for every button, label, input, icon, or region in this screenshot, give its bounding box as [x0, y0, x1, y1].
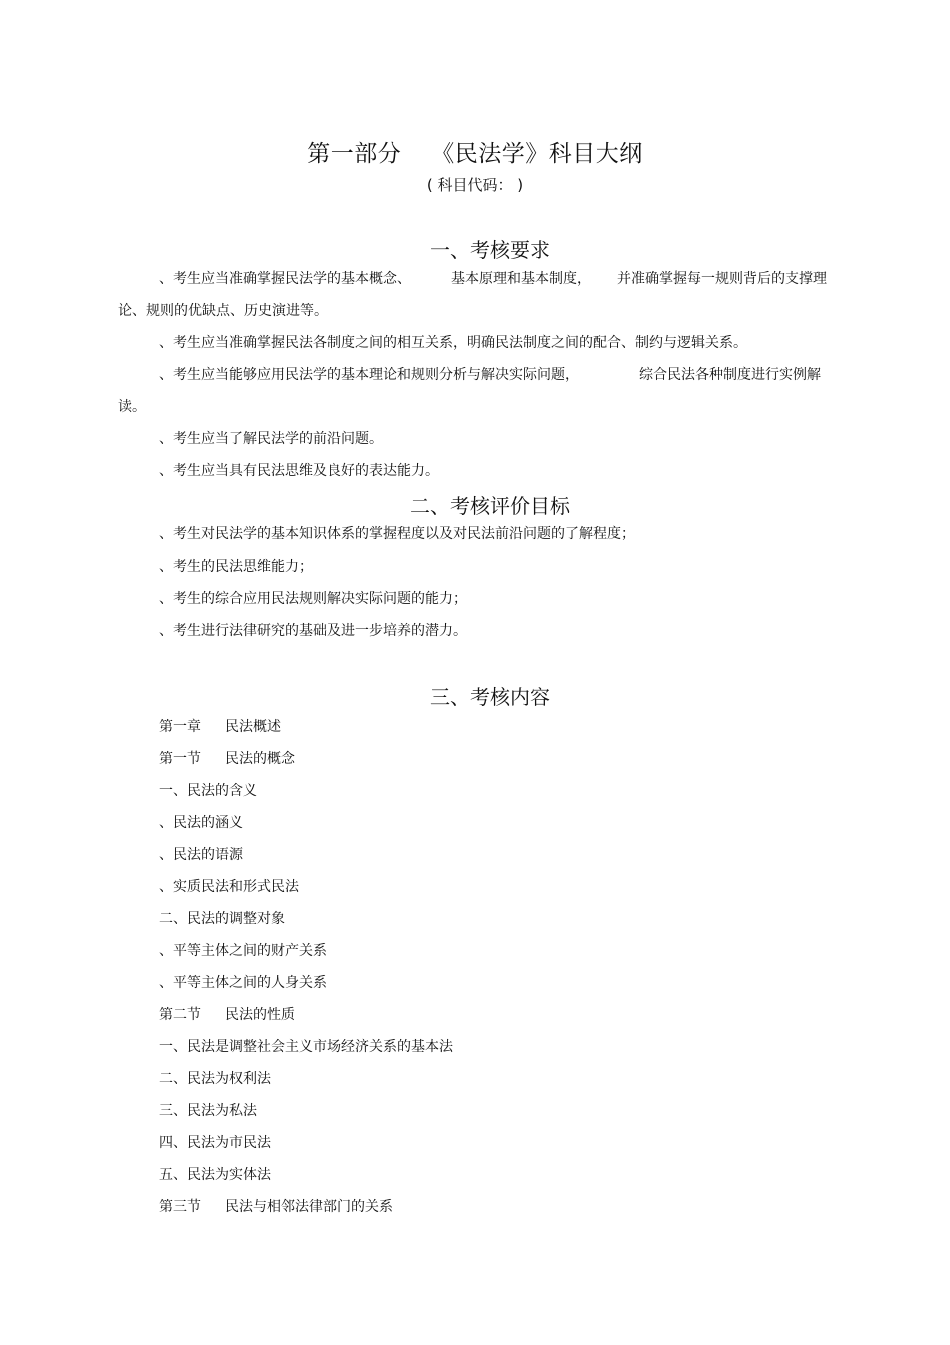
- goal-3: 、考生的综合应用民法规则解决实际问题的能力；: [159, 591, 467, 607]
- outline-line-title: 民法的概念: [225, 751, 295, 767]
- outline-line: [159, 748, 295, 768]
- outline-line-label: 第一节: [159, 751, 201, 767]
- outline-line: [159, 844, 243, 864]
- requirement-1-continued: 论、规则的优缺点、历史演进等。: [118, 303, 328, 319]
- section-1-heading: 一、考核要求: [430, 238, 550, 262]
- outline-line-title: 民法与相邻法律部门的关系: [225, 1199, 393, 1215]
- outline-line-label: 、实质民法和形式民法: [159, 879, 299, 895]
- requirement-3: 、考生应当能够应用民法学的基本理论和规则分析与解决实际问题， 综合民法各种制度进行实例解: [159, 367, 821, 383]
- outline-line: [159, 1164, 271, 1184]
- outline-line-label: 第二节: [159, 1007, 201, 1023]
- outline-line: [159, 812, 243, 832]
- outline-line: [159, 1004, 295, 1024]
- outline-line: [159, 780, 257, 800]
- outline-line: [159, 716, 281, 736]
- page-title: [0, 135, 950, 168]
- outline-line-label: 二、民法的调整对象: [159, 911, 285, 927]
- outline-line-label: 三、民法为私法: [159, 1103, 257, 1119]
- section-2-heading: 二、考核评价目标: [410, 494, 570, 518]
- outline-line: [159, 972, 327, 992]
- outline-line: [159, 940, 327, 960]
- outline-line: [159, 1036, 453, 1056]
- subject-code: ( 科目代码： ): [426, 176, 524, 194]
- outline-line: [159, 908, 285, 928]
- outline-line-label: 第三节: [159, 1199, 201, 1215]
- goal-2: 、考生的民法思维能力；: [159, 559, 313, 575]
- outline-line: [159, 1132, 271, 1152]
- requirement-4: 、考生应当了解民法学的前沿问题。: [159, 431, 383, 447]
- outline-line-label: 、平等主体之间的财产关系: [159, 943, 327, 959]
- title-part-2: 《民法学》科目大纲: [431, 141, 643, 167]
- outline-line-label: 、民法的语源: [159, 847, 243, 863]
- section-3-heading: 三、考核内容: [430, 685, 550, 709]
- outline-line: [159, 876, 299, 896]
- outline-line-label: 五、民法为实体法: [159, 1167, 271, 1183]
- outline-line-label: 第一章: [159, 719, 201, 735]
- requirement-1: 、考生应当准确掌握民法学的基本概念、 基本原理和基本制度， 并准确掌握每一规则背后的支撑理: [159, 271, 827, 287]
- outline-line-label: 二、民法为权利法: [159, 1071, 271, 1087]
- requirement-2: 、考生应当准确掌握民法各制度之间的相互关系，明确民法制度之间的配合、制约与逻辑关系。: [159, 335, 747, 351]
- outline-line-label: 四、民法为市民法: [159, 1135, 271, 1151]
- title-part-1: 第一部分: [307, 141, 402, 167]
- outline-line-label: 一、民法的含义: [159, 783, 257, 799]
- goal-1: 、考生对民法学的基本知识体系的掌握程度以及对民法前沿问题的了解程度；: [159, 526, 635, 542]
- outline-line-label: 、民法的涵义: [159, 815, 243, 831]
- outline-line-title: 民法的性质: [225, 1007, 295, 1023]
- outline-line-title: 民法概述: [225, 719, 281, 735]
- outline-line: [159, 1196, 393, 1216]
- outline-line: [159, 1068, 271, 1088]
- outline-line-label: 一、民法是调整社会主义市场经济关系的基本法: [159, 1039, 453, 1055]
- requirement-5: 、考生应当具有民法思维及良好的表达能力。: [159, 463, 439, 479]
- outline-line: [159, 1100, 257, 1120]
- goal-4: 、考生进行法律研究的基础及进一步培养的潜力。: [159, 623, 467, 639]
- requirement-3-continued: 读。: [118, 399, 146, 415]
- outline-line-label: 、平等主体之间的人身关系: [159, 975, 327, 991]
